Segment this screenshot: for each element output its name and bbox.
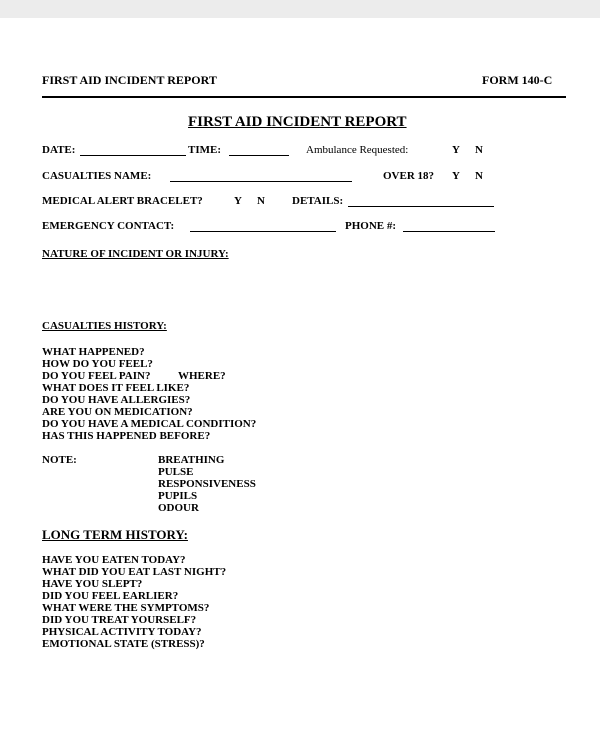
details-field[interactable] — [348, 206, 494, 207]
history-question: HAS THIS HAPPENED BEFORE? — [42, 430, 211, 442]
note-label: NOTE: — [42, 454, 77, 466]
bracelet-yes-option[interactable]: Y — [234, 195, 242, 207]
details-label: DETAILS: — [292, 195, 344, 207]
long-term-question: EMOTIONAL STATE (STRESS)? — [42, 638, 205, 650]
note-item: BREATHING — [158, 454, 225, 466]
ambulance-label: Ambulance Requested: — [306, 144, 409, 156]
history-question: DO YOU FEEL PAIN? — [42, 370, 151, 382]
over18-no-option[interactable]: N — [475, 170, 483, 182]
over18-yes-option[interactable]: Y — [452, 170, 460, 182]
long-term-question: HAVE YOU SLEPT? — [42, 578, 143, 590]
date-field[interactable] — [80, 155, 186, 156]
time-label: TIME: — [188, 144, 221, 156]
history-where: WHERE? — [178, 370, 226, 382]
history-question: WHAT DOES IT FEEL LIKE? — [42, 382, 190, 394]
long-term-question: DID YOU TREAT YOURSELF? — [42, 614, 197, 626]
note-item: PULSE — [158, 466, 194, 478]
over18-label: OVER 18? — [383, 170, 435, 182]
note-item: RESPONSIVENESS — [158, 478, 256, 490]
casualties-history-heading: CASUALTIES HISTORY: — [42, 320, 167, 332]
history-question: DO YOU HAVE ALLERGIES? — [42, 394, 191, 406]
history-question: ARE YOU ON MEDICATION? — [42, 406, 193, 418]
form-number: FORM 140-C — [482, 73, 553, 87]
emergency-contact-field[interactable] — [190, 231, 336, 232]
casualties-name-field[interactable] — [170, 181, 352, 182]
history-question: DO YOU HAVE A MEDICAL CONDITION? — [42, 418, 257, 430]
long-term-question: DID YOU FEEL EARLIER? — [42, 590, 179, 602]
bracelet-label: MEDICAL ALERT BRACELET? — [42, 195, 203, 207]
date-label: DATE: — [42, 144, 76, 156]
casualties-name-label: CASUALTIES NAME: — [42, 170, 152, 182]
long-term-question: WHAT DID YOU EAT LAST NIGHT? — [42, 566, 227, 578]
document-page — [0, 18, 600, 730]
long-term-history-heading: LONG TERM HISTORY: — [42, 527, 188, 542]
ambulance-no-option[interactable]: N — [475, 144, 483, 156]
nature-heading: NATURE OF INCIDENT OR INJURY: — [42, 248, 229, 260]
long-term-question: WHAT WERE THE SYMPTOMS? — [42, 602, 210, 614]
long-term-question: PHYSICAL ACTIVITY TODAY? — [42, 626, 202, 638]
header-divider — [42, 96, 566, 98]
history-question: HOW DO YOU FEEL? — [42, 358, 153, 370]
bracelet-no-option[interactable]: N — [257, 195, 265, 207]
page-title: FIRST AID INCIDENT REPORT — [188, 114, 407, 130]
note-item: ODOUR — [158, 502, 199, 514]
phone-field[interactable] — [403, 231, 495, 232]
phone-label: PHONE #: — [345, 220, 397, 232]
time-field[interactable] — [229, 155, 289, 156]
note-item: PUPILS — [158, 490, 198, 502]
emergency-contact-label: EMERGENCY CONTACT: — [42, 220, 175, 232]
ambulance-yes-option[interactable]: Y — [452, 144, 460, 156]
long-term-question: HAVE YOU EATEN TODAY? — [42, 554, 186, 566]
header-left-title: FIRST AID INCIDENT REPORT — [42, 73, 217, 87]
history-question: WHAT HAPPENED? — [42, 346, 145, 358]
